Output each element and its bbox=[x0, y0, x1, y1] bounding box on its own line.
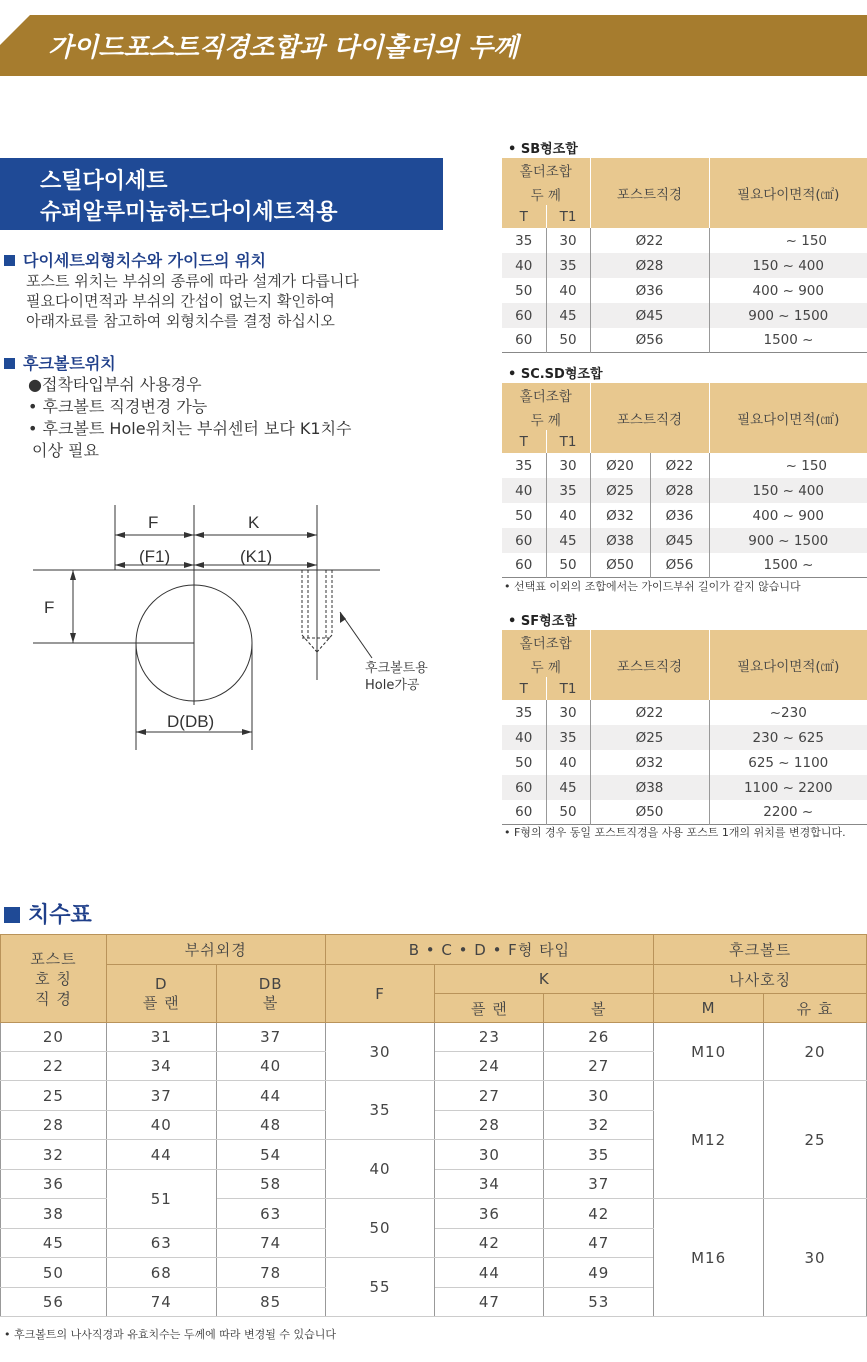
cell: Ø32 bbox=[590, 503, 650, 528]
cell: 25 bbox=[1, 1081, 107, 1111]
cell: 35 bbox=[515, 232, 533, 249]
table-row bbox=[502, 750, 867, 775]
header-text: 플 랜 bbox=[142, 993, 180, 1012]
header-thickness: 두 께 bbox=[502, 654, 590, 677]
scsd-table-title: • SC.SD형조합 bbox=[508, 367, 603, 382]
hole-label-line1: 후크볼트용 bbox=[365, 661, 428, 676]
cell: 35 bbox=[544, 1140, 654, 1170]
header-thickness: 두 께 bbox=[502, 182, 590, 205]
cell: 50 bbox=[515, 754, 533, 771]
section1-body bbox=[26, 271, 359, 331]
cell: 45 bbox=[546, 303, 590, 328]
cell: 2200 ~ bbox=[709, 800, 867, 824]
cell: 58 bbox=[216, 1170, 325, 1199]
cell: 60 bbox=[502, 528, 546, 553]
cell: 40 bbox=[106, 1111, 216, 1140]
product-line-1: 스틸다이세트 bbox=[40, 169, 168, 194]
cell: 36 bbox=[435, 1199, 544, 1229]
cell: 900 ~ 1500 bbox=[709, 528, 867, 553]
square-bullet-icon bbox=[4, 255, 15, 266]
cell: 50 bbox=[1, 1258, 107, 1288]
cell: 74 bbox=[216, 1229, 325, 1258]
cell: 150 ~ 400 bbox=[709, 253, 867, 278]
cell: 56 bbox=[1, 1288, 107, 1317]
cell: 34 bbox=[435, 1170, 544, 1199]
cell: 37 bbox=[106, 1081, 216, 1111]
cell: 27 bbox=[435, 1081, 544, 1111]
cell: 40 bbox=[502, 253, 546, 278]
cell: Ø28 bbox=[590, 253, 709, 278]
cell: 22 bbox=[1, 1052, 107, 1081]
cell: 35 bbox=[546, 725, 590, 750]
cell: Ø56 bbox=[650, 553, 709, 577]
text-line: 아래자료를 참고하여 외형치수를 결정 하십시오 bbox=[26, 312, 335, 330]
table-row bbox=[1, 1081, 867, 1111]
text-line: 포스트 위치는 부쉬의 종류에 따라 설계가 다릅니다 bbox=[26, 272, 359, 290]
cell: 30 bbox=[764, 1199, 867, 1317]
cell: 23 bbox=[435, 1023, 544, 1052]
cell: 26 bbox=[544, 1023, 654, 1052]
section-hook-bolt-heading bbox=[4, 351, 116, 374]
cell: 230 ~ 625 bbox=[709, 725, 867, 750]
cell: 50 bbox=[546, 328, 590, 352]
cell: ~230 bbox=[709, 700, 867, 725]
cell: 63 bbox=[216, 1199, 325, 1229]
cell: Ø32 bbox=[590, 750, 709, 775]
cell: 35 bbox=[515, 457, 533, 474]
cell: Ø56 bbox=[590, 328, 709, 352]
cell: 50 bbox=[325, 1199, 435, 1258]
text-line: • 후크볼트 직경변경 가능 bbox=[28, 397, 208, 416]
cell: 74 bbox=[106, 1288, 216, 1317]
table-row bbox=[502, 303, 867, 328]
text-line: 필요다이면적과 부쉬의 간섭이 없는지 확인하여 bbox=[26, 292, 335, 310]
cell: Ø45 bbox=[590, 303, 709, 328]
cell: 36 bbox=[1, 1170, 107, 1199]
cell: 38 bbox=[1, 1199, 107, 1229]
header-area: 필요다이면적(㎠) bbox=[709, 158, 867, 228]
cell: 45 bbox=[1, 1229, 107, 1258]
header-holder: 홀더조합 bbox=[502, 630, 590, 654]
header-thread: 나사호칭 bbox=[654, 965, 867, 994]
cell: Ø36 bbox=[590, 278, 709, 303]
cell: 50 bbox=[546, 800, 590, 824]
cell: 44 bbox=[435, 1258, 544, 1288]
cell: 25 bbox=[764, 1081, 867, 1199]
cell: 63 bbox=[106, 1229, 216, 1258]
dimension-table-heading bbox=[4, 898, 92, 929]
cell: 60 bbox=[515, 556, 533, 573]
cell: Ø45 bbox=[650, 528, 709, 553]
table-row bbox=[502, 800, 867, 824]
section-title: 다이세트외형치수와 가이드의 위치 bbox=[23, 251, 266, 270]
page-header bbox=[0, 15, 867, 76]
cell: 40 bbox=[325, 1140, 435, 1199]
cell: 30 bbox=[546, 700, 590, 725]
cell: 40 bbox=[546, 503, 590, 528]
table-row bbox=[502, 453, 867, 478]
cell: 1500 ~ bbox=[709, 328, 867, 352]
text-line: • 후크볼트 Hole위치는 부쉬센터 보다 K1치수 bbox=[28, 419, 352, 438]
sb-table-title: • SB형조합 bbox=[508, 142, 578, 157]
cell: Ø22 bbox=[590, 228, 709, 253]
header-text: DB bbox=[258, 974, 283, 993]
header-t1: T1 bbox=[546, 205, 590, 228]
header-t: T bbox=[502, 430, 546, 453]
table-row bbox=[502, 478, 867, 503]
cell: 60 bbox=[515, 331, 533, 348]
header-area: 필요다이면적(㎠) bbox=[709, 630, 867, 700]
applicable-products-box bbox=[0, 158, 443, 230]
header-f: F bbox=[325, 965, 435, 1023]
header-k-flan: 플 랜 bbox=[435, 994, 544, 1023]
table-row bbox=[1, 1023, 867, 1052]
cell: 35 bbox=[325, 1081, 435, 1140]
dim-label-f-left: F bbox=[44, 598, 55, 617]
table-row bbox=[502, 553, 867, 577]
header-post: 포스트직경 bbox=[590, 630, 709, 700]
cell: 20 bbox=[764, 1023, 867, 1081]
cell: 60 bbox=[515, 803, 533, 820]
dimension-table bbox=[0, 934, 867, 1317]
cell: Ø20 bbox=[590, 453, 650, 478]
scsd-combination-table bbox=[502, 383, 867, 578]
header-text: 직 경 bbox=[35, 989, 72, 1008]
dim-label-k: K bbox=[248, 513, 260, 532]
cell: 42 bbox=[435, 1229, 544, 1258]
cell: 50 bbox=[515, 507, 533, 524]
cell: 625 ~ 1100 bbox=[709, 750, 867, 775]
header-type: B • C • D • F형 타입 bbox=[325, 935, 654, 965]
square-bullet-icon bbox=[4, 907, 20, 923]
cell: 1500 ~ bbox=[709, 553, 867, 577]
square-bullet-icon bbox=[4, 358, 15, 369]
sf-table-note: • F형의 경우 동일 포스트직경을 사용 포스트 1개의 위치를 변경합니다. bbox=[504, 826, 846, 839]
cell: 60 bbox=[502, 303, 546, 328]
cell: Ø38 bbox=[590, 528, 650, 553]
table-row bbox=[502, 775, 867, 800]
cell: Ø28 bbox=[650, 478, 709, 503]
cell: 27 bbox=[544, 1052, 654, 1081]
hook-bolt-position-diagram bbox=[0, 490, 470, 780]
table-row bbox=[502, 503, 867, 528]
cell: 900 ~ 1500 bbox=[709, 303, 867, 328]
cell: 35 bbox=[546, 478, 590, 503]
cell: 50 bbox=[546, 553, 590, 577]
cell: M12 bbox=[654, 1081, 764, 1199]
header-corner-decoration bbox=[0, 15, 30, 45]
cell: 40 bbox=[502, 725, 546, 750]
sf-table-title: • SF형조합 bbox=[508, 614, 577, 629]
dim-label-f: F bbox=[148, 513, 159, 532]
section2-body bbox=[28, 374, 352, 462]
cell: 48 bbox=[216, 1111, 325, 1140]
header-m: M bbox=[654, 994, 764, 1023]
cell: 50 bbox=[515, 282, 533, 299]
header-text: 볼 bbox=[262, 993, 279, 1012]
header-k-ball: 볼 bbox=[544, 994, 654, 1023]
table-row bbox=[502, 725, 867, 750]
cell: 28 bbox=[1, 1111, 107, 1140]
cell: 51 bbox=[106, 1170, 216, 1229]
header-t: T bbox=[502, 677, 546, 700]
cell: Ø36 bbox=[650, 503, 709, 528]
cell: 35 bbox=[515, 704, 533, 721]
product-line-2: 슈퍼알루미늄하드다이세트적용 bbox=[40, 200, 338, 225]
cell: 40 bbox=[546, 278, 590, 303]
header-post: 포스트직경 bbox=[590, 158, 709, 228]
cell: 30 bbox=[325, 1023, 435, 1081]
header-effective: 유 효 bbox=[764, 994, 867, 1023]
header-holder: 홀더조합 bbox=[502, 383, 590, 407]
table-row bbox=[502, 278, 867, 303]
header-bush-od: 부쉬외경 bbox=[106, 935, 325, 965]
cell: 85 bbox=[216, 1288, 325, 1317]
cell: 150 ~ 400 bbox=[709, 478, 867, 503]
cell: 30 bbox=[546, 453, 590, 478]
table-row bbox=[502, 700, 867, 725]
header-holder: 홀더조합 bbox=[502, 158, 590, 182]
header-k: K bbox=[435, 965, 654, 994]
cell: 44 bbox=[106, 1140, 216, 1170]
cell: Ø25 bbox=[590, 725, 709, 750]
cell: 53 bbox=[544, 1288, 654, 1317]
dim-label-f1: (F1) bbox=[139, 547, 171, 566]
header-db bbox=[216, 965, 325, 1023]
cell: 20 bbox=[1, 1023, 107, 1052]
cell: 47 bbox=[544, 1229, 654, 1258]
text-line: ●접착타입부쉬 사용경우 bbox=[28, 375, 202, 394]
section-title: 후크볼트위치 bbox=[23, 354, 116, 373]
cell: 47 bbox=[435, 1288, 544, 1317]
header-post: 포스트직경 bbox=[590, 383, 709, 453]
cell: ~ 150 bbox=[709, 228, 867, 253]
header-thickness: 두 께 bbox=[502, 407, 590, 430]
cell: 37 bbox=[544, 1170, 654, 1199]
cell: 40 bbox=[546, 750, 590, 775]
cell: M16 bbox=[654, 1199, 764, 1317]
dimension-table-title: 치수표 bbox=[28, 903, 92, 928]
header-t: T bbox=[502, 205, 546, 228]
dim-label-k1: (K1) bbox=[240, 547, 273, 566]
header-d bbox=[106, 965, 216, 1023]
cell: 31 bbox=[106, 1023, 216, 1052]
cell: ~ 150 bbox=[709, 453, 867, 478]
cell: 37 bbox=[216, 1023, 325, 1052]
cell: 78 bbox=[216, 1258, 325, 1288]
cell: 54 bbox=[216, 1140, 325, 1170]
cell: 42 bbox=[544, 1199, 654, 1229]
cell: 49 bbox=[544, 1258, 654, 1288]
table-row bbox=[502, 328, 867, 352]
cell: 60 bbox=[502, 775, 546, 800]
cell: 32 bbox=[1, 1140, 107, 1170]
header-area: 필요다이면적(㎠) bbox=[709, 383, 867, 453]
table-row bbox=[502, 228, 867, 253]
cell: 30 bbox=[544, 1081, 654, 1111]
cell: 30 bbox=[546, 228, 590, 253]
header-post-diameter bbox=[1, 935, 107, 1023]
table-row bbox=[502, 528, 867, 553]
header-text: 호 칭 bbox=[35, 969, 72, 988]
cell: Ø50 bbox=[590, 553, 650, 577]
hole-label-line2: Hole가공 bbox=[365, 678, 420, 693]
dim-label-d: D(DB) bbox=[167, 712, 215, 731]
cell: 400 ~ 900 bbox=[709, 503, 867, 528]
cell: 55 bbox=[325, 1258, 435, 1317]
cell: 44 bbox=[216, 1081, 325, 1111]
cell: Ø22 bbox=[650, 453, 709, 478]
cell: 35 bbox=[546, 253, 590, 278]
cell: 1100 ~ 2200 bbox=[709, 775, 867, 800]
cell: 30 bbox=[435, 1140, 544, 1170]
table-row bbox=[502, 253, 867, 278]
header-t1: T1 bbox=[546, 430, 590, 453]
cell: 68 bbox=[106, 1258, 216, 1288]
header-hook-bolt: 후크볼트 bbox=[654, 935, 867, 965]
cell: Ø38 bbox=[590, 775, 709, 800]
cell: Ø22 bbox=[590, 700, 709, 725]
scsd-table-note: • 선택표 이외의 조합에서는 가이드부쉬 길이가 같지 않습니다 bbox=[504, 580, 801, 593]
cell: 24 bbox=[435, 1052, 544, 1081]
header-t1: T1 bbox=[546, 677, 590, 700]
cell: Ø25 bbox=[590, 478, 650, 503]
cell: 40 bbox=[216, 1052, 325, 1081]
cell: Ø50 bbox=[590, 800, 709, 824]
header-text: 포스트 bbox=[30, 949, 77, 968]
sf-combination-table bbox=[502, 630, 867, 825]
cell: 32 bbox=[544, 1111, 654, 1140]
cell: 45 bbox=[546, 528, 590, 553]
header-text: D bbox=[155, 974, 168, 993]
text-line: 이상 필요 bbox=[32, 441, 99, 460]
cell: 45 bbox=[546, 775, 590, 800]
dimension-table-note: • 후크볼트의 나사직경과 유효치수는 두께에 따라 변경될 수 있습니다 bbox=[4, 1328, 336, 1341]
sb-combination-table bbox=[502, 158, 867, 353]
page-title: 가이드포스트직경조합과 다이홀더의 두께 bbox=[48, 33, 519, 63]
cell: 40 bbox=[502, 478, 546, 503]
cell: 28 bbox=[435, 1111, 544, 1140]
cell: 34 bbox=[106, 1052, 216, 1081]
cell: 400 ~ 900 bbox=[709, 278, 867, 303]
section-outer-dimensions-heading bbox=[4, 248, 266, 271]
cell: M10 bbox=[654, 1023, 764, 1081]
